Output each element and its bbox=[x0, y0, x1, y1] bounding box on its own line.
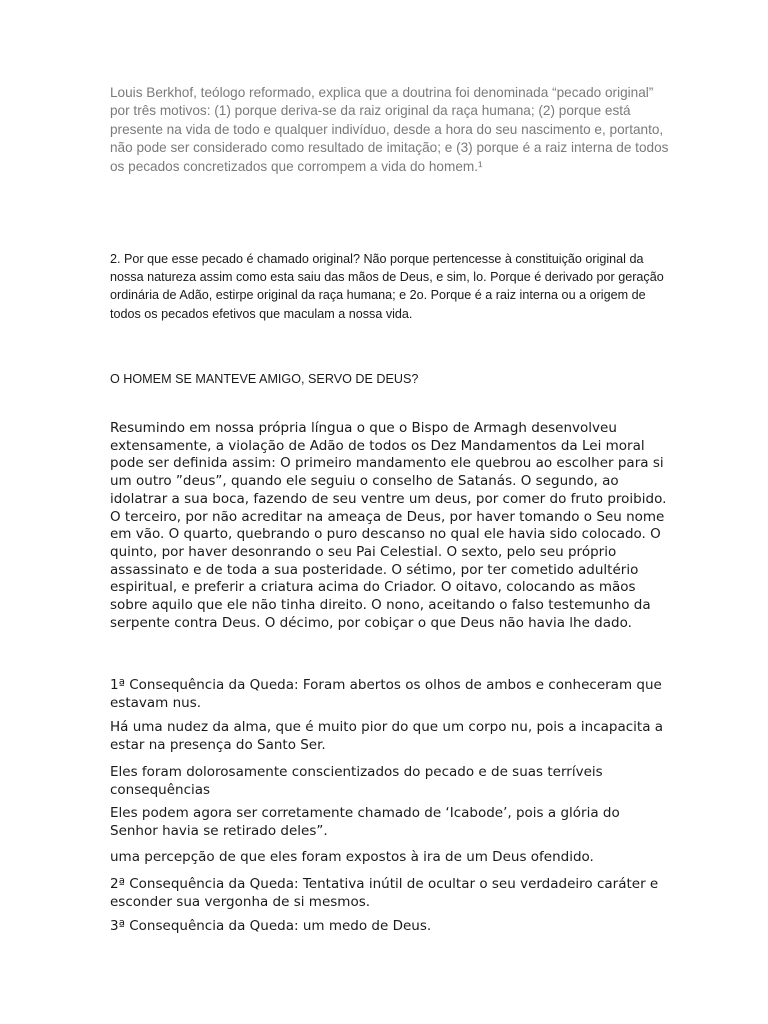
berkhof-quote-paragraph: Louis Berkhof, teólogo reformado, explica que a doutrina foi denominada “pecado original” por três motivos: (1) porque deriva-se da raiz original da raça humana; (2) porque está presente na vida de todo e qualquer indivíduo, desde a hora do seu nascimento e, portanto, não pode ser considerado como resultado de imitação; e (3) porque é a raiz interna de todos os pecados concretizados que corrompem a vida do homem.¹ bbox=[110, 85, 669, 174]
consequence-paragraph-2: Há uma nudez da alma, que é muito pior do que um corpo nu, pois a incapacita a estar na presença do Santo Ser. bbox=[110, 719, 664, 753]
consequence-paragraph-6: 2ª Consequência da Queda: Tentativa inútil de ocultar o seu verdadeiro caráter e esconder sua vergonha de si mesmos. bbox=[110, 876, 659, 910]
consequence-paragraph-7: 3ª Consequência da Queda: um medo de Deus. bbox=[110, 918, 432, 934]
consequence-paragraph-3: Eles foram dolorosamente conscientizados do pecado e de suas terríveis consequências bbox=[110, 764, 603, 798]
section-heading: O HOMEM SE MANTEVE AMIGO, SERVO DE DEUS? bbox=[110, 372, 419, 386]
consequence-paragraph-4: Eles podem agora ser corretamente chamado de ‘Icabode’, pois a glória do Senhor havia se retirado deles”. bbox=[110, 805, 620, 839]
consequence-paragraph-5: uma percepção de que eles foram expostos à ira de um Deus ofendido. bbox=[110, 849, 594, 865]
original-sin-question-paragraph: 2. Por que esse pecado é chamado original? Não porque pertencesse à constituição original da nossa natureza assim como esta saiu das mãos de Deus, e sim, lo. Porque é derivado por geração ordinária de Adão, estirpe original da raça humana; e 2o. Porque é a raiz interna ou a origem de todos os pecados efetivos que maculam a nossa vida. bbox=[110, 252, 664, 321]
consequence-paragraph-1: 1ª Consequência da Queda: Foram abertos os olhos de ambos e conheceram que estavam nus. bbox=[110, 677, 662, 711]
commandments-paragraph: Resumindo em nossa própria língua o que o Bispo de Armagh desenvolveu extensamente, a violação de Adão de todos os Dez Mandamentos da Lei moral pode ser definida assim: O primeiro mandamento ele quebrou ao escolher para si um outro ”deus”, quando ele seguiu o conselho de Satanás. O segundo, ao idolatrar a sua boca, fazendo de seu ventre um deus, por comer do fruto proibido. O terceiro, por não acreditar na ameaça de Deus, por haver tomando o Seu nome em vão. O quarto, quebrando o puro descanso no qual ele havia sido colocado. O quinto, por haver desonrando o seu Pai Celestial. O sexto, pelo seu próprio assassinato e de toda a sua posteridade. O sétimo, por ter cometido adultério espiritual, e preferir a criatura acima do Criador. O oitavo, colocando as mãos sobre aquilo que ele não tinha direito. O nono, aceitando o falso testemunho da serpente contra Deus. O décimo, por cobiçar o que Deus não havia lhe dado. bbox=[110, 420, 667, 631]
